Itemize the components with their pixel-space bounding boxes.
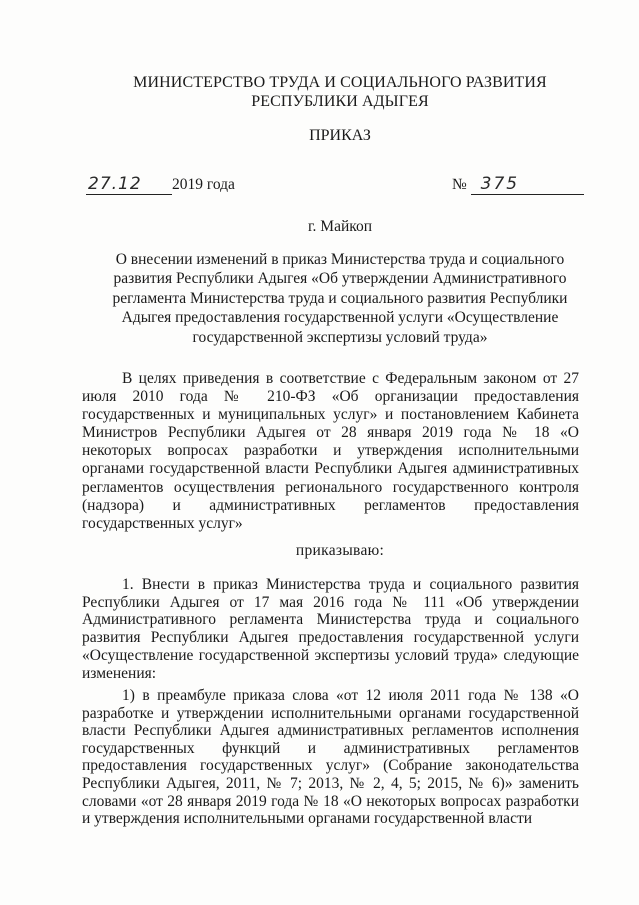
document-type-title: ПРИКАЗ [309, 127, 371, 144]
order-subject: О внесении изменений в приказ Министерства труда и социального развития Республики Адыгея «Об утверждении Административного регламента Министерства труда и социального развития Республики Адыгея предоставления государственной услуги «Осуществление государственной экспертизы условий труда» [112, 251, 568, 346]
ministry-heading-line1: МИНИСТЕРСТВО ТРУДА И СОЦИАЛЬНОГО РАЗВИТИЯ [133, 74, 547, 91]
order-word: приказываю: [295, 542, 385, 559]
item-1-subitem-1-paragraph: 1) в преамбуле приказа слова «от 12 июля 2011 года № 138 «О разработке и утверждении исполнительными органами государственной власти Республики Адыгея административных регламентов исполнения государственных функций и административных регламентов предоставления государственных услуг» (Собрание законодательства Республики Адыгея, 2011, № 7; 2013, № 2, 4, 5; 2015, № 6)» заменить словами «от 28 января 2019 года № 18 «О некоторых вопросах разработки и утверждения исполнительными органами государственной власти [82, 687, 579, 828]
handwritten-number: 375 [471, 174, 584, 195]
date-year-suffix: 2019 года [172, 176, 235, 193]
preamble-paragraph: В целях приведения в соответствие с Федеральным законом от 27 июля 2010 года № 210-ФЗ «Об организации предоставления государственных и муниципальных услуг» и постановлением Кабинета Министров Республики Адыгея от 28 января 2019 года № 18 «О некоторых вопросах разработки и утверждения исполнительными органами государственной власти Республики Адыгея административных регламентов осуществления регионального государственного контроля (надзора) и административных регламентов предоставления государственных услуг» [82, 370, 579, 532]
ministry-heading [60, 73, 620, 111]
number-sign: № [452, 176, 467, 193]
order-date [86, 174, 235, 195]
item-1-paragraph: 1. Внести в приказ Министерства труда и социального развития Республики Адыгея от 17 мая 2016 года № 111 «Об утверждении Административного регламента Министерства труда и социального развития Республики Адыгея предоставления государственной услуги «Осуществление государственной экспертизы условий труда» следующие изменения: [82, 576, 579, 682]
handwritten-date: 27.12 [86, 174, 172, 195]
order-number [452, 174, 584, 195]
city-line: г. Майкоп [307, 218, 373, 235]
ministry-heading-line2: РЕСПУБЛИКИ АДЫГЕЯ [251, 93, 429, 110]
